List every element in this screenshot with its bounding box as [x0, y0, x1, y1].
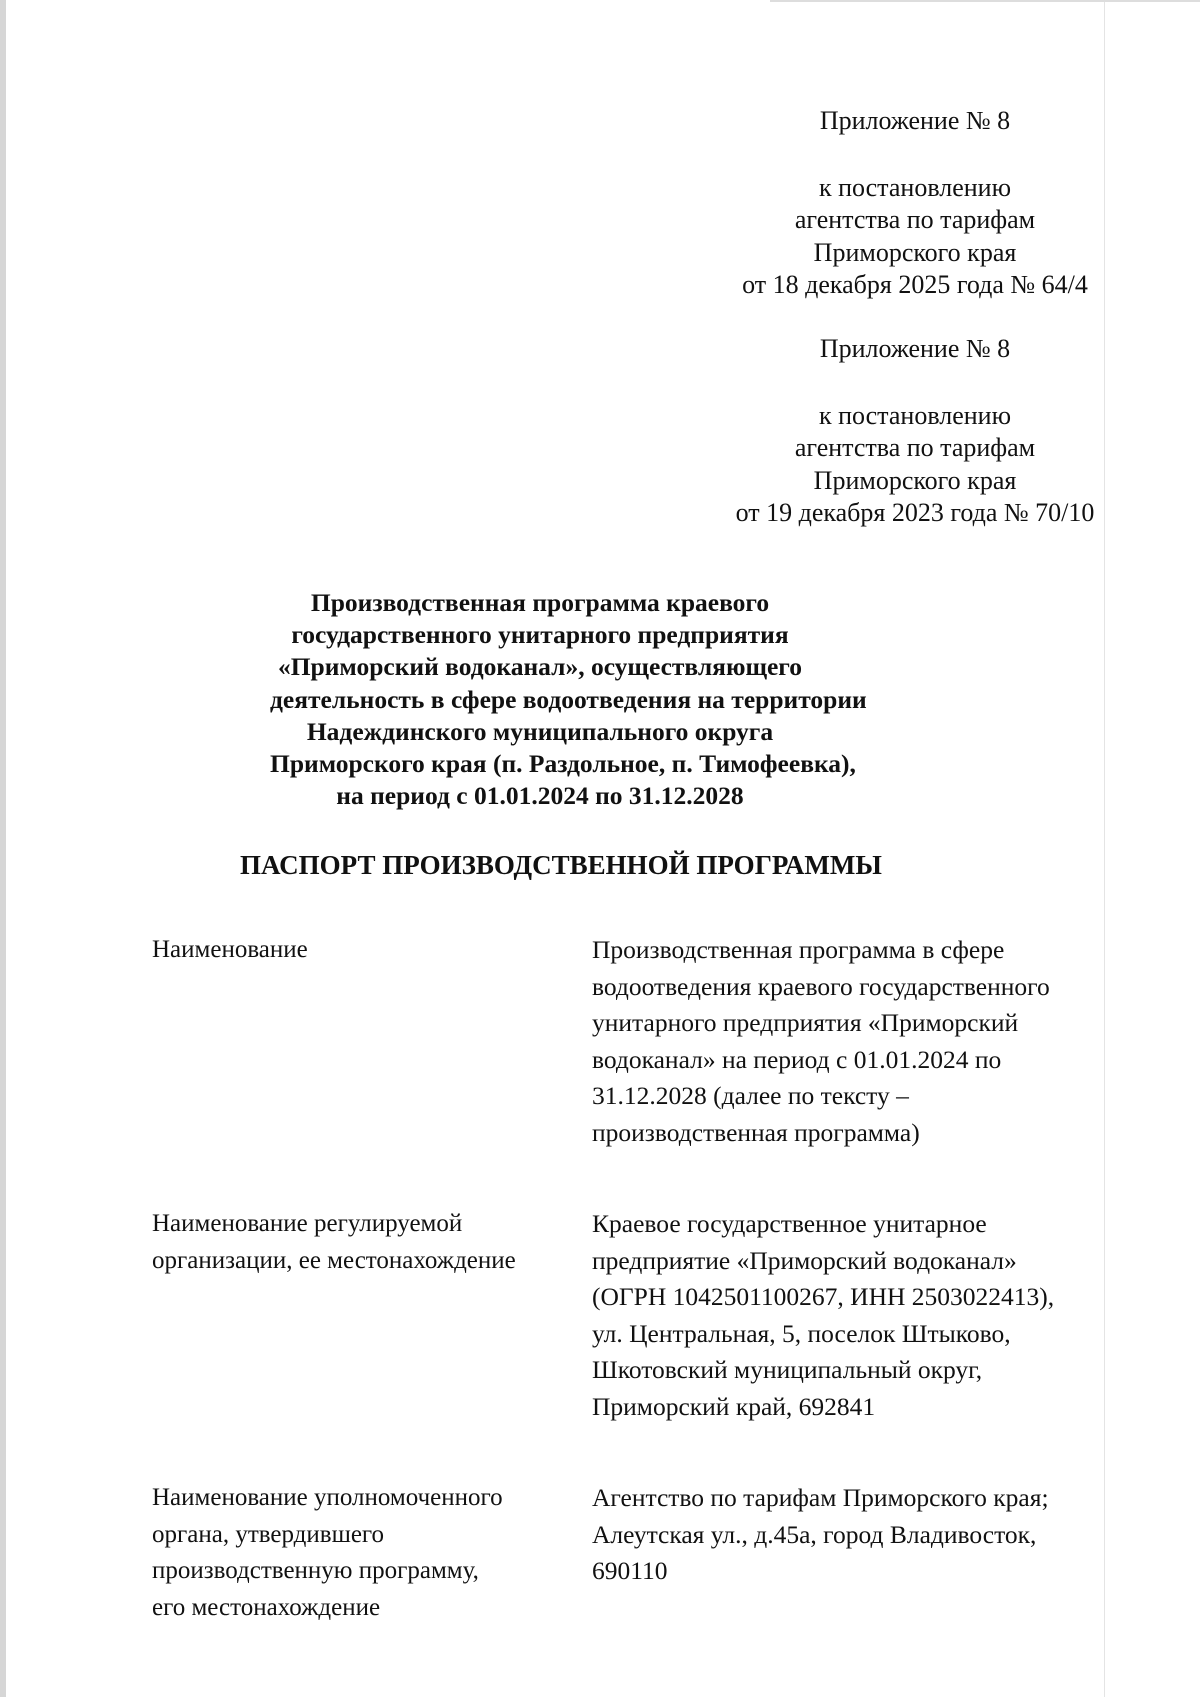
- appendix-date-line: от 18 декабря 2025 года № 64/4: [742, 270, 1088, 299]
- value-line: (ОГРН 1042501100267, ИНН 2503022413),: [592, 1282, 1055, 1311]
- value-line: Приморский край, 692841: [592, 1391, 876, 1421]
- appendix-block-current: [685, 105, 1145, 302]
- passport-row-authority: [152, 1480, 1112, 1626]
- appendix-line: Приморского края: [813, 237, 1017, 267]
- value-line: водоканал» на период с 01.01.2024 по: [592, 1044, 1002, 1074]
- value-line: ул. Центральная, 5, поселок Штыково,: [592, 1318, 1011, 1348]
- value-line: Производственная программа в сфере: [592, 935, 1005, 964]
- passport-row-value: [592, 1206, 1112, 1425]
- label-line: Наименование: [152, 936, 308, 963]
- scan-top-edge: [770, 0, 1200, 2]
- passport-row-label: [152, 932, 592, 1151]
- passport-table: [152, 932, 1112, 1681]
- program-title-line: деятельность в сфере водоотведения на территории: [270, 684, 867, 714]
- appendix-block-previous: [685, 333, 1145, 530]
- value-line: 31.12.2028 (далее по тексту –: [592, 1081, 909, 1110]
- passport-row-label: [152, 1206, 592, 1425]
- value-line: 690110: [592, 1556, 668, 1585]
- appendix-title: Приложение № 8: [819, 334, 1011, 363]
- appendix-line: к постановлению: [818, 400, 1012, 430]
- appendix-title: Приложение № 8: [819, 106, 1011, 135]
- value-line: Шкотовский муниципальный округ,: [592, 1355, 983, 1384]
- value-line: унитарного предприятия «Приморский: [592, 1008, 1019, 1037]
- label-line: его местонахождение: [152, 1593, 381, 1621]
- label-line: организации, ее местонахождение: [152, 1246, 516, 1274]
- passport-row-value: [592, 1480, 1112, 1626]
- value-line: Алеутская ул., д.45а, город Владивосток,: [592, 1519, 1037, 1549]
- passport-row-organization: [152, 1206, 1112, 1425]
- program-title-line: «Приморский водоканал», осуществляющего: [277, 652, 803, 682]
- appendix-line: Приморского края: [813, 465, 1017, 495]
- program-title-line: Приморского края (п. Раздольное, п. Тимофеевка),: [270, 749, 856, 779]
- appendix-line: к постановлению: [818, 172, 1012, 202]
- program-title: [270, 587, 867, 812]
- passport-row-value: [592, 932, 1112, 1151]
- appendix-line: агентства по тарифам: [794, 205, 1036, 234]
- passport-row-name: [152, 932, 1112, 1151]
- program-title-line: Надеждинского муниципального округа: [306, 716, 774, 746]
- program-title-line: на период с 01.01.2024 по 31.12.2028: [336, 781, 744, 811]
- program-title-line: государственного унитарного предприятия: [291, 620, 789, 650]
- passport-row-label: [152, 1480, 592, 1626]
- label-line: органа, утвердившего: [152, 1520, 385, 1548]
- label-line: производственную программу,: [152, 1557, 479, 1584]
- program-title-line: Производственная программа краевого: [310, 588, 770, 617]
- value-line: Агентство по тарифам Приморского края;: [592, 1483, 1049, 1512]
- value-line: водоотведения краевого государственного: [592, 971, 1050, 1001]
- appendix-date-line: от 19 декабря 2023 года № 70/10: [735, 498, 1095, 527]
- value-line: предприятие «Приморский водоканал»: [592, 1245, 1017, 1275]
- value-line: Краевое государственное унитарное: [592, 1209, 987, 1238]
- label-line: Наименование уполномоченного: [152, 1484, 503, 1511]
- value-line: производственная программа): [592, 1117, 920, 1147]
- passport-heading: ПАСПОРТ ПРОИЗВОДСТВЕННОЙ ПРОГРАММЫ: [240, 850, 882, 880]
- appendix-line: агентства по тарифам: [794, 433, 1036, 462]
- scan-left-edge: [0, 0, 6, 1697]
- label-line: Наименование регулируемой: [152, 1210, 463, 1237]
